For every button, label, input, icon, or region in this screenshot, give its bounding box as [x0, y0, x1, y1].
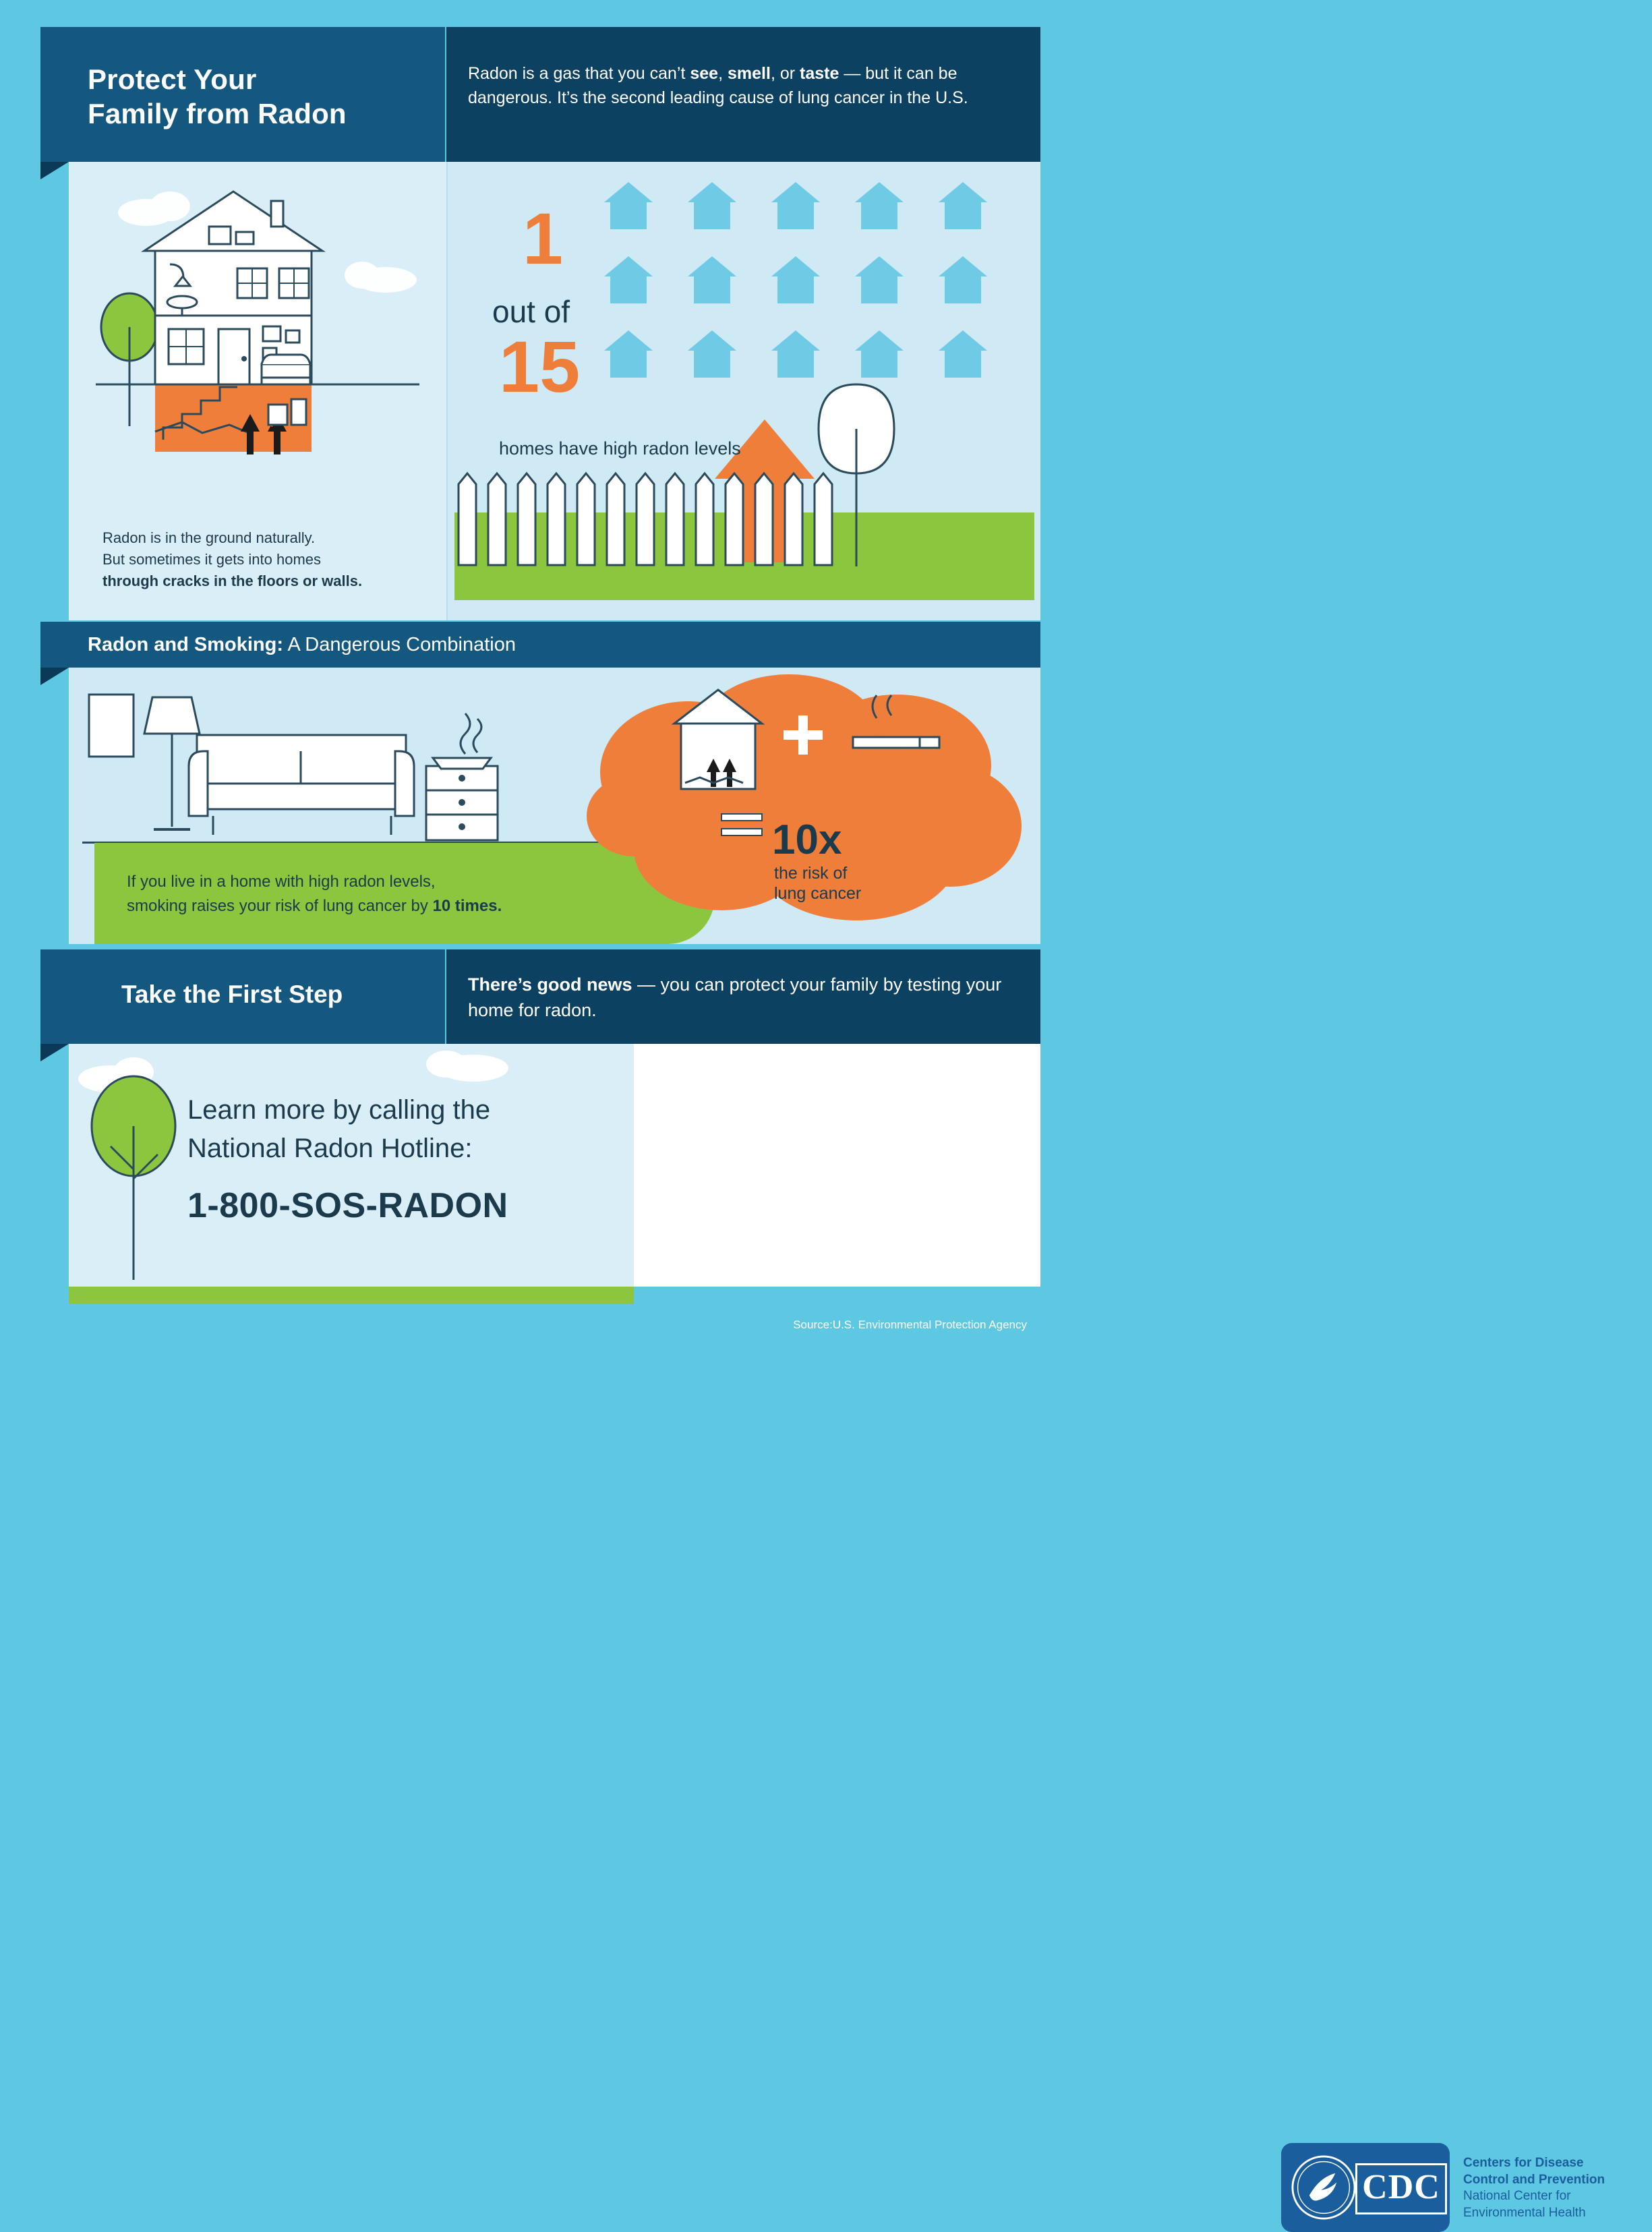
smoking-band-title-rest: A Dangerous Combination	[283, 634, 516, 655]
source-credit: Source:U.S. Environmental Protection Agency	[793, 1318, 1027, 1331]
house-caption-line2: But sometimes it gets into homes	[102, 550, 322, 568]
smoking-caption	[127, 870, 666, 918]
house-icon	[604, 256, 653, 303]
intro-bold-smell: smell	[728, 64, 771, 83]
stat-out-of: out of	[492, 294, 570, 329]
house-icon	[939, 256, 987, 303]
risk-sub-line2: lung cancer	[774, 884, 862, 903]
house-icon-highlighted	[939, 330, 987, 378]
house-caption-line1: Radon is in the ground naturally.	[102, 529, 316, 546]
good-news-rest: — you can protect your family by testing your home for radon.	[468, 974, 1002, 1020]
smoking-band-title-bold: Radon and Smoking:	[88, 634, 283, 655]
intro-text	[468, 62, 1021, 110]
risk-multiplier: 10x	[772, 817, 842, 863]
cdc-name-line1: Centers for Disease	[1463, 2156, 1584, 2170]
smoking-caption-line2-prefix: smoking raises your risk of lung cancer by	[127, 897, 433, 915]
house-caption	[102, 527, 453, 592]
house-icon	[688, 256, 736, 303]
house-icon	[855, 182, 904, 229]
house-icon	[939, 182, 987, 229]
smoking-band	[40, 622, 1040, 668]
cdc-letters: CDC	[1355, 2163, 1447, 2214]
cdc-name-line4: Environmental Health	[1463, 2206, 1586, 2221]
house-icon	[604, 330, 653, 378]
footer-green-bar	[69, 1287, 634, 1304]
hhs-seal-icon	[1291, 2155, 1356, 2220]
header-tab-shadow	[40, 162, 69, 179]
intro-bold-taste: taste	[800, 64, 839, 83]
smoking-band-title	[88, 634, 516, 656]
good-news-bold: There’s good news	[468, 974, 632, 995]
house-icon	[855, 256, 904, 303]
stat-number-15: 15	[499, 326, 581, 407]
cdc-name-line3: National Center for	[1463, 2189, 1571, 2204]
house-icon	[771, 330, 820, 378]
first-step-panel	[40, 949, 445, 1044]
house-caption-bold: through cracks in the floors or walls.	[102, 572, 363, 589]
intro-rest: — but it can be dangerous. It’s the second leading cause of lung cancer in the U.S.	[468, 64, 968, 107]
infographic-sheet	[27, 27, 1605, 2221]
first-step-shadow	[40, 1044, 69, 1061]
cdc-agency-name	[1463, 2155, 1652, 2222]
hotline-line2: National Radon Hotline:	[187, 1133, 473, 1163]
intro-bold-see: see	[690, 64, 719, 83]
header	[27, 27, 1040, 162]
house-icon-grid	[604, 182, 1029, 384]
smoking-caption-line2-bold: 10 times.	[432, 897, 502, 915]
house-icon	[604, 182, 653, 229]
house-icon	[688, 330, 736, 378]
hotline-text	[187, 1091, 619, 1168]
house-icon	[688, 182, 736, 229]
intro-prefix: Radon is a gas that you can’t	[468, 64, 690, 83]
page-title	[88, 62, 438, 131]
good-news-panel	[446, 949, 1040, 1044]
good-news-text	[468, 972, 1028, 1024]
stat-number-one: 1	[523, 198, 564, 279]
risk-sub-line1: the risk of	[774, 864, 848, 883]
hotline-line1: Learn more by calling the	[187, 1095, 491, 1125]
smoking-caption-line1: If you live in a home with high radon levels,	[127, 873, 436, 891]
page-title-line1: Protect Your	[88, 63, 257, 95]
house-cutaway-illustration	[69, 162, 446, 580]
smoking-band-shadow	[40, 668, 69, 685]
risk-multiplier-sub	[774, 863, 861, 904]
header-title-panel	[40, 27, 445, 162]
house-icon	[771, 182, 820, 229]
top-panel-divider	[446, 162, 448, 620]
header-intro-panel	[446, 27, 1040, 162]
hotline-phone-number[interactable]: 1-800-SOS-RADON	[187, 1186, 508, 1225]
page-title-line2: Family from Radon	[88, 98, 347, 130]
intro-mid2: , or	[770, 64, 800, 83]
first-step-heading: Take the First Step	[121, 980, 343, 1008]
cdc-name-line2: Control and Prevention	[1463, 2172, 1605, 2187]
intro-mid1: ,	[718, 64, 728, 83]
stat-caption: homes have high radon levels	[499, 438, 741, 459]
house-icon	[855, 330, 904, 378]
house-icon	[771, 256, 820, 303]
